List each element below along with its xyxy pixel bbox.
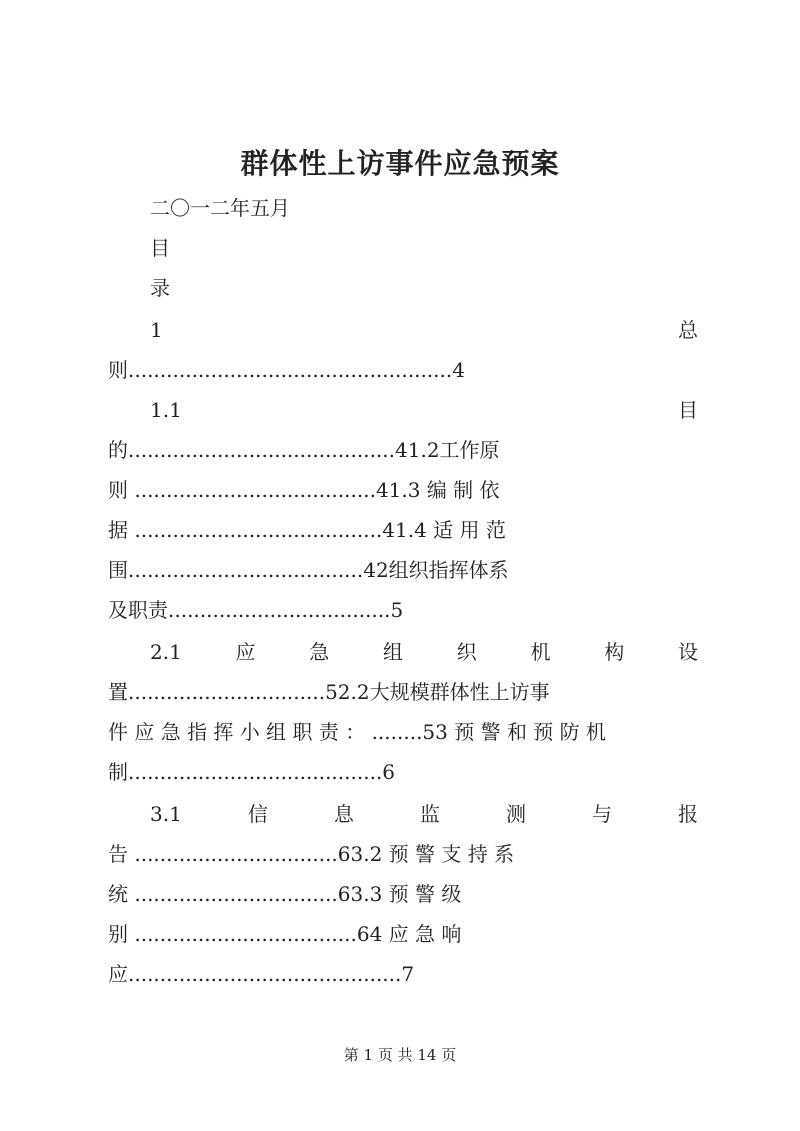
toc-text: 总 [678,318,698,342]
toc-line: 件 应 急 指 挥 小 组 职 责 ： ........53 预 警 和 预 防 机 [108,720,607,744]
toc-line [150,316,698,344]
toc-cell: 应 [235,640,256,664]
toc-cell: 与 [591,802,612,826]
toc-cell: 3.1 [150,802,182,826]
toc-cell: 信 [247,802,268,826]
toc-text: 目 [678,398,698,422]
toc-cell: 织 [456,640,477,664]
document-date: 二〇一二年五月 [150,196,290,220]
toc-line: 统 ................................63.3 预 警 级 [108,882,462,906]
document-title: 群体性上访事件应急预案 [240,147,560,180]
toc-heading-lu: 录 [150,276,170,300]
page-footer: 第 1 页 共 14 页 [343,1046,457,1064]
toc-line: 制........................................6 [108,760,396,784]
toc-line [150,800,698,828]
toc-cell: 测 [505,802,526,826]
toc-line [150,396,698,424]
toc-line: 的..........................................41.2工作原 [108,438,500,462]
toc-cell: 急 [309,640,330,664]
toc-cell: 息 [333,802,354,826]
toc-number: 1 [150,318,163,342]
toc-number: 1.1 [150,398,182,422]
toc-cell: 组 [383,640,404,664]
toc-cell: 2.1 [150,640,182,664]
toc-line: 据 .......................................41.4 适 用 范 [108,518,506,542]
toc-line: 应...........................................7 [108,962,415,986]
toc-cell: 构 [604,640,625,664]
toc-line: 别 ...................................64 应 急 响 [108,922,462,946]
toc-heading-mu: 目 [150,236,170,260]
toc-cell: 设 [677,640,698,664]
toc-cell: 机 [530,640,551,664]
toc-line: 则 ......................................41.3 编 制 依 [108,478,500,502]
toc-line: 置...............................52.2大规模群体性上访事 [108,680,550,704]
toc-line: 则...................................................4 [108,358,465,382]
toc-cell: 监 [419,802,440,826]
toc-line [150,638,698,666]
toc-cell: 报 [678,802,698,826]
toc-line: 告 ................................63.2 预 警 支 持 系 [108,842,515,866]
toc-line: 及职责...................................5 [108,598,404,622]
toc-line: 围.....................................42组织指挥体系 [108,558,509,582]
